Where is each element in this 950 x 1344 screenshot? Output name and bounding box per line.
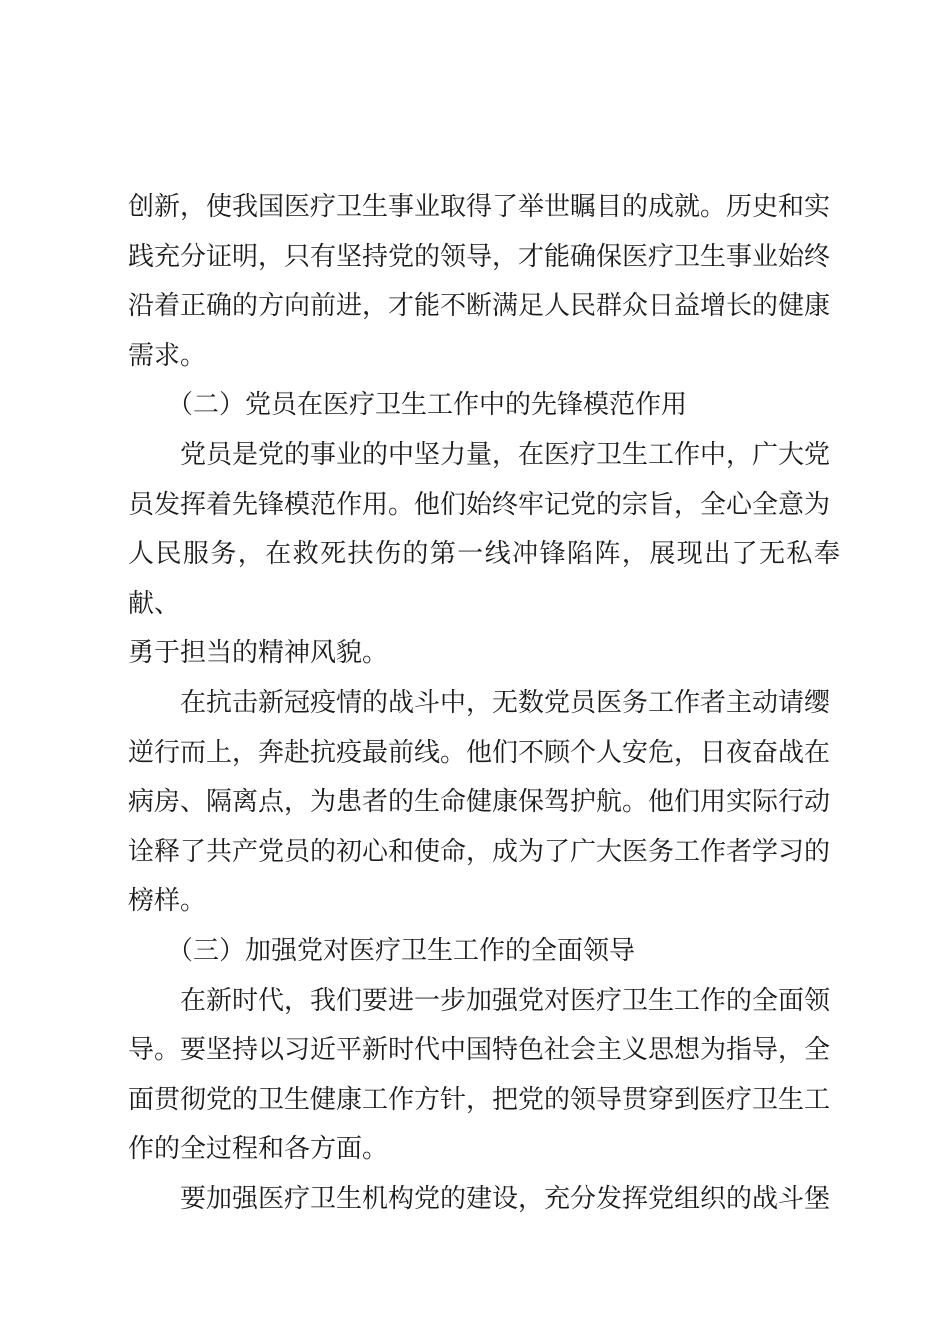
body-paragraph: 在新时代，我们要进一步加强党对医疗卫生工作的全面领 导。要坚持以习近平新时代中国特色社会主义思想为指导，全 面贯彻党的卫生健康工作方针，把党的领导贯穿到医疗卫生工 作的全过程和各方面。 (128, 985, 831, 1165)
section-heading: （三）加强党对医疗卫生工作的全面领导 (128, 935, 636, 966)
body-paragraph: 在抗击新冠疫情的战斗中，无数党员医务工作者主动请缨 逆行而上，奔赴抗疫最前线。他们不顾个人安危，日夜奋战在 病房、隔离点，为患者的生命健康保驾护航。他们用实际行动 诠释了共产党员的初心和使命，成为了广大医务工作者学习的 榜样。 (128, 687, 831, 917)
body-paragraph: 创新，使我国医疗卫生事业取得了举世瞩目的成就。历史和实 践充分证明，只有坚持党的领导，才能确保医疗卫生事业始终 沿着正确的方向前进，才能不断满足人民群众日益增长的健康 需求。 (128, 192, 831, 371)
section-heading: （二）党员在医疗卫生工作中的先锋模范作用 (128, 390, 688, 421)
document-page (128, 183, 840, 1224)
body-paragraph: 党员是党的事业的中坚力量，在医疗卫生工作中，广大党 员发挥着先锋模范作用。他们始终牢记党的宗旨，全心全意为 人民服务，在救死扶伤的第一线冲锋陷阵，展现出了无私奉献、 勇于担当的精神风貌。 (128, 439, 840, 669)
body-paragraph: 要加强医疗卫生机构党的建设，充分发挥党组织的战斗堡 (128, 1183, 831, 1214)
